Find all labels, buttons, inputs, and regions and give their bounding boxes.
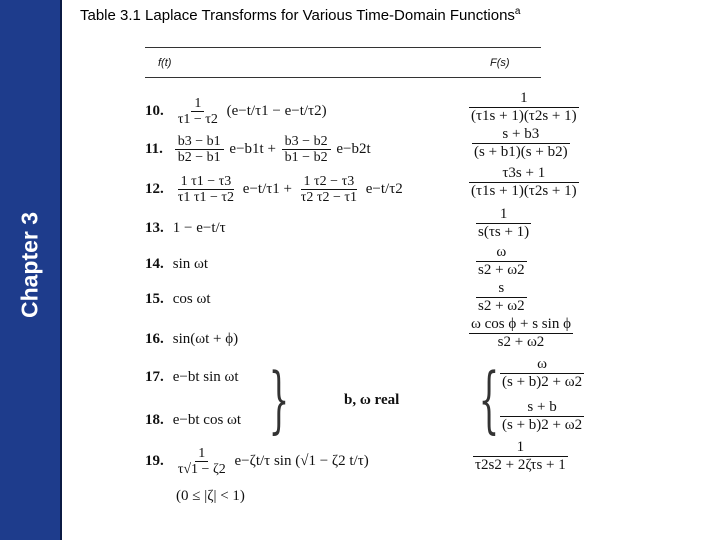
transform-numerator: ω cos ϕ + s sin ϕ — [471, 316, 571, 332]
fraction-numerator: b3 − b2 — [282, 134, 331, 150]
row-number: 11. — [145, 140, 163, 157]
row-14-F — [476, 244, 527, 279]
exponential: e−b2t — [336, 140, 371, 157]
row-number: 19. — [145, 452, 164, 469]
exponential: e−b1t — [229, 140, 264, 157]
expression: 1 − e−t/τ — [172, 220, 226, 236]
transform-denominator: τ2s2 + 2ζτs + 1 — [475, 457, 566, 473]
row-10-F — [469, 90, 579, 125]
row-number: 16. — [145, 331, 164, 347]
row-18-f — [145, 412, 241, 429]
row-18-F — [500, 399, 584, 434]
column-header-F: F(s) — [490, 57, 510, 69]
transform-numerator: 1 — [520, 90, 528, 106]
row-11-F — [472, 126, 570, 161]
exponential: e−ζt/τ — [234, 452, 271, 469]
row-17-f — [145, 369, 239, 386]
plus-sign: + — [267, 140, 276, 157]
transform-numerator: 1 — [516, 439, 525, 455]
exponential: e−t/τ2 — [365, 180, 403, 197]
plus-sign: + — [283, 180, 292, 197]
expression: sin (√1 − ζ2 t/τ) — [273, 452, 369, 469]
row-15-F — [476, 280, 527, 315]
row-number: 17. — [145, 369, 164, 385]
row-12-f — [145, 174, 403, 205]
fraction-numerator: 1 τ2 − τ3 — [301, 174, 358, 190]
fraction — [175, 96, 221, 127]
header-rule — [145, 77, 541, 78]
transform-numerator: 1 — [499, 206, 508, 222]
chapter-label: Chapter 3 — [16, 211, 43, 319]
row-17-F — [500, 356, 584, 391]
row-number: 18. — [145, 412, 164, 428]
transform-denominator: (τ1s + 1)(τ2s + 1) — [471, 183, 577, 199]
brace-note: b, ω real — [344, 392, 400, 408]
expression: sin(ωt + ϕ) — [172, 331, 239, 347]
row-number: 15. — [145, 291, 164, 307]
fraction — [282, 134, 331, 165]
fraction — [175, 174, 237, 205]
transform-denominator: s2 + ω2 — [478, 298, 525, 314]
top-rule — [145, 47, 541, 48]
fraction-numerator: 1 — [191, 96, 204, 112]
sidebar-divider — [60, 0, 62, 540]
expression: e−bt cos ωt — [172, 412, 242, 428]
left-brace-icon: { — [478, 357, 500, 441]
transform-denominator: (s + b)2 + ω2 — [502, 374, 583, 390]
fraction-denominator: b2 − b1 — [177, 150, 221, 165]
row-15-f — [145, 291, 211, 308]
transform-numerator: s — [498, 280, 505, 296]
transform-denominator: s(τs + 1) — [478, 224, 530, 240]
expression: (e−t/τ1 − e−t/τ2) — [226, 102, 327, 119]
exponential: e−t/τ1 — [242, 180, 280, 197]
row-number: 13. — [145, 220, 164, 236]
row-number: 12. — [145, 180, 164, 197]
transform-denominator: s2 + ω2 — [497, 334, 545, 350]
transform-denominator: (τ1s + 1)(τ2s + 1) — [471, 108, 577, 124]
table-title-text: Table 3.1 Laplace Transforms for Various Time-Domain Functions — [80, 7, 515, 24]
row-14-f — [145, 256, 208, 273]
row-19-f — [145, 446, 369, 477]
row-19-condition: (0 ≤ |ζ| < 1) — [176, 488, 245, 504]
table-title-note: a — [514, 6, 521, 17]
fraction-denominator: τ√1 − ζ2 — [177, 462, 226, 477]
fraction — [298, 174, 360, 205]
fraction — [175, 134, 224, 165]
row-number: 14. — [145, 256, 164, 272]
fraction-numerator: b3 − b1 — [175, 134, 224, 150]
expression: e−bt sin ωt — [172, 369, 239, 385]
transform-denominator: (s + b1)(s + b2) — [474, 144, 568, 160]
fraction-denominator: τ1 − τ2 — [177, 112, 218, 127]
fraction-numerator: 1 — [195, 446, 208, 462]
transform-denominator: s2 + ω2 — [478, 262, 525, 278]
row-11-f — [145, 134, 371, 165]
row-16-F — [469, 316, 573, 351]
expression: sin ωt — [172, 256, 209, 272]
fraction-denominator: τ2 τ2 − τ1 — [300, 190, 358, 205]
column-header-f: f(t) — [158, 57, 172, 69]
row-13-F — [476, 206, 531, 241]
transform-denominator: (s + b)2 + ω2 — [502, 417, 583, 433]
row-10-f — [145, 96, 327, 127]
expression: cos ωt — [172, 291, 211, 307]
row-13-f — [145, 220, 226, 237]
fraction-denominator: τ1 τ1 − τ2 — [177, 190, 235, 205]
right-brace-icon: } — [268, 357, 290, 441]
transform-numerator: ω — [496, 244, 507, 260]
fraction-denominator: b1 − b2 — [284, 150, 328, 165]
fraction-numerator: 1 τ1 − τ3 — [178, 174, 235, 190]
transform-numerator: ω — [537, 356, 547, 372]
row-number: 10. — [145, 102, 164, 119]
fraction — [175, 446, 229, 477]
transform-numerator: s + b3 — [502, 126, 540, 142]
transform-numerator: s + b — [527, 399, 557, 415]
table-title — [80, 6, 520, 24]
row-16-f — [145, 331, 238, 348]
row-12-F — [469, 165, 579, 200]
transform-numerator: τ3s + 1 — [502, 165, 546, 181]
row-19-F — [473, 439, 568, 474]
chapter-sidebar — [0, 0, 60, 540]
